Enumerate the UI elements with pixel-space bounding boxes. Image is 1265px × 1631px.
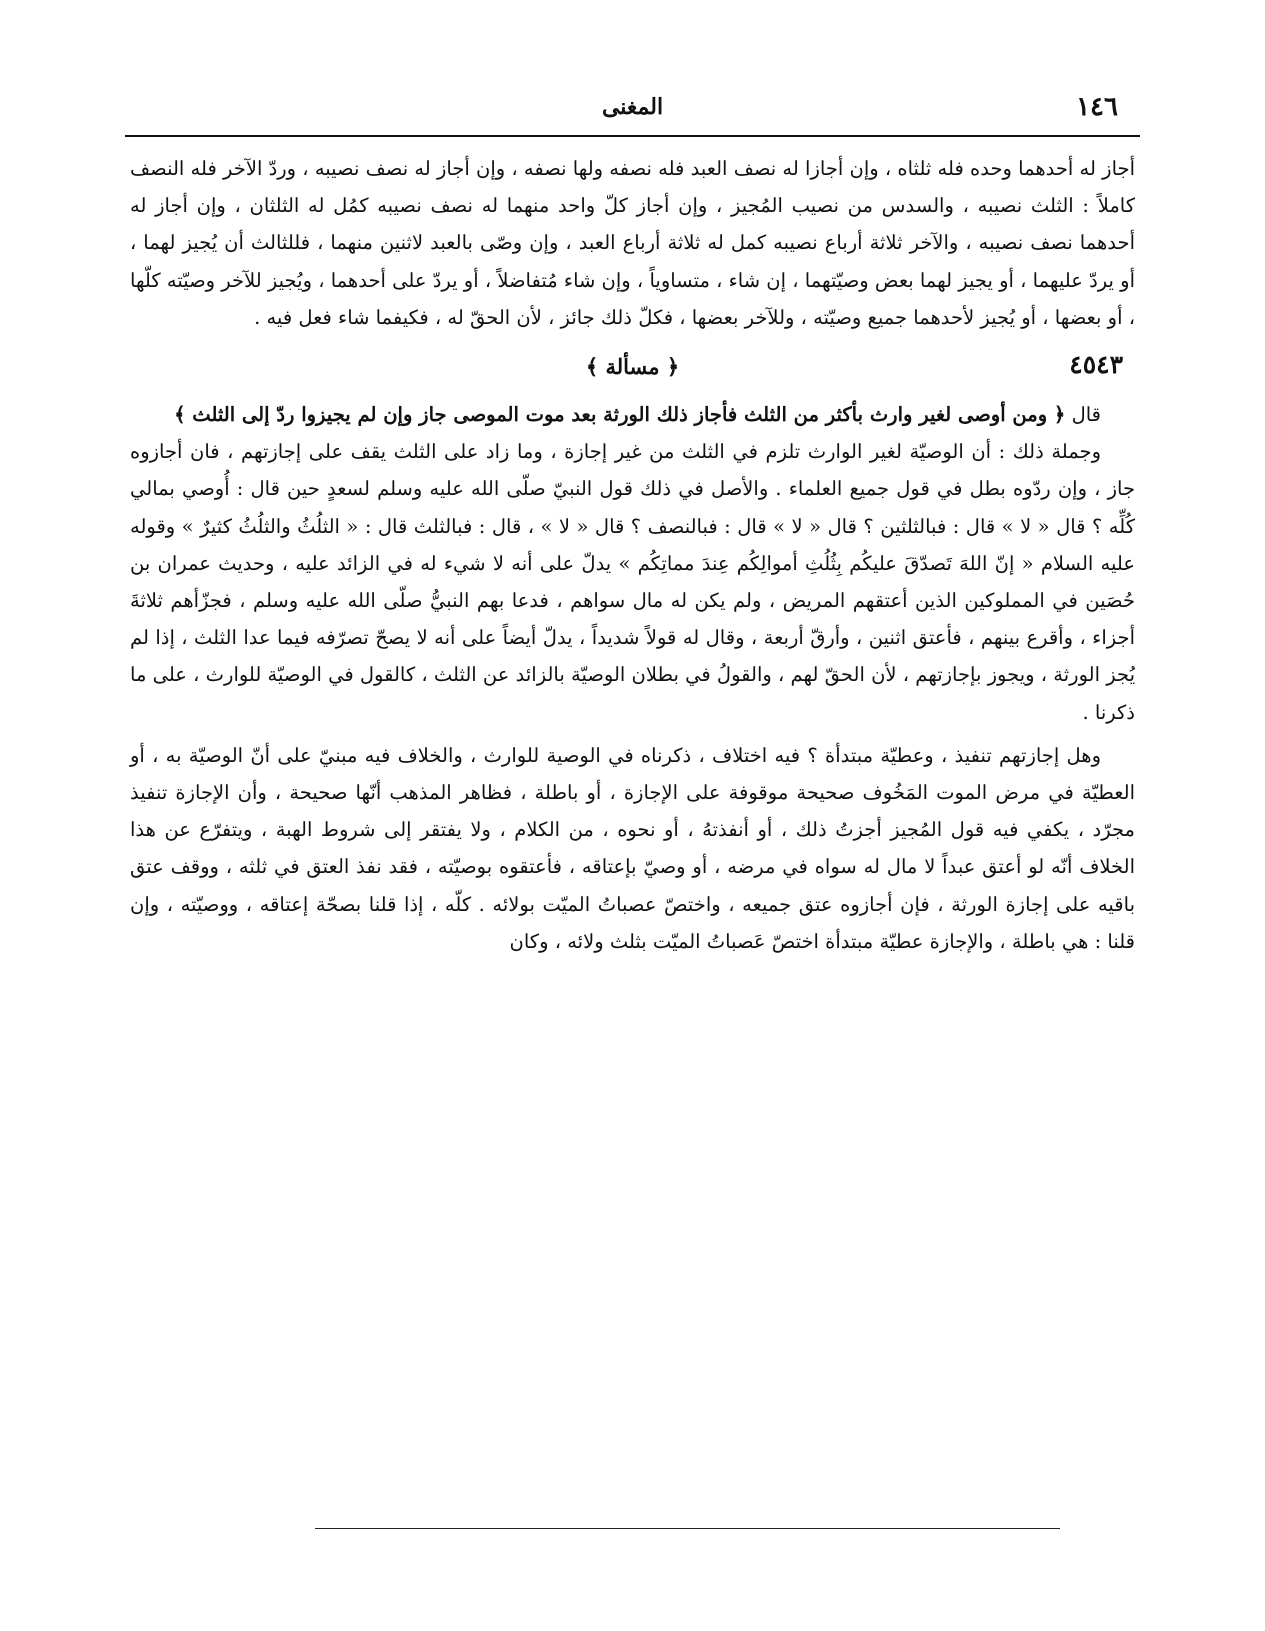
body-paragraph-continuation: أجاز له أحدهما وحده فله ثلثاه ، وإن أجازا له نصف العبد فله نصفه ولها نصفه ، وإن أجاز له نصف نصيبه ، وردّ الآخر فله النصف كاملاً : الثلث نصيبه ، والسدس من نصيب المُجيز ، وإن أجاز كلّ واحد منهما له نصف نصيبه كمُل له الثلثان ، وإن أجاز له أحدهما نصف نصيبه ، والآخر ثلاثة أرباع نصيبه كمل له ثلاثة أرباع العبد ، وإن وصّى بالعبد لاثنين منهما ، فللثالث أن يُجيز لهما ، أو يردّ عليهما ، أو يجيز لهما بعض وصيّتهما ، إن شاء ، متساوياً ، وإن شاء مُتفاضلاً ، أو يردّ على أحدهما ، ويُجيز للآخر وصيّته كلّها ، أو بعضها ، أو يُجيز لأحدهما جميع وصيّته ، وللآخر بعضها ، فكلّ ذلك جائز ، لأن الحقّ له ، فكيفما شاء فعل فيه .: [130, 157, 1135, 329]
masala-number: ٤٥٤٣: [1069, 350, 1123, 380]
quoted-statement: [130, 396, 1135, 433]
footer-rule: [315, 1528, 1060, 1529]
body-paragraph-explanation: وجملة ذلك : أن الوصيّة لغير الوارث تلزم في الثلث من غير إجازة ، وما زاد على الثلث يقف على إجازتهم ، فان أجازوه جاز ، وإن ردّوه بطل في قول جميع العلماء . والأصل في ذلك قول النبيّ صلّى الله عليه وسلم لسعدٍ حين قال : أُوصي بمالي كُلِّه ؟ قال « لا » قال : فبالثلثين ؟ قال « لا » قال : فبالنصف ؟ قال « لا » ، قال : فبالثلث قال : « الثلُثُ والثلُثُ كثيرٌ » وقوله عليه السلام « إنّ اللهَ تَصدّقَ عليكُم بِثُلُثِ أموالِكُم عِندَ مماتِكُم » يدلّ على أنه لا شيء له في الزائد عليه ، وحديث عمران بن حُصَين في المملوكين الذين أعتقهم المريض ، ولم يكن له مال سواهم ، فدعا بهم النبيُّ صلّى الله عليه وسلم ، فجزّأهم ثلاثةَ أجزاء ، وأقرع بينهم ، فأعتق اثنين ، وأرقّ أربعة ، وقال له قولاً شديداً ، يدلّ أيضاً على أنه لا يصحّ تصرّفه فيما عدا الثلث ، إذا لم يُجز الورثة ، ويجوز بإجازتهم ، لأن الحقّ لهم ، والقولُ في بطلان الوصيّة بالزائد عن الثلث ، كالقول في الوصيّة للوارث ، على ما ذكرنا .: [130, 440, 1135, 724]
body-paragraph-ijaza: وهل إجازتهم تنفيذ ، وعطيّة مبتدأة ؟ فيه اختلاف ، ذكرناه في الوصية للوارث ، والخلاف فيه مبنيّ على أنّ الوصيّة به ، أو العطيّة في مرض الموت المَخُوف صحيحة موقوفة على الإجازة ، أو باطلة ، فظاهر المذهب أنّها صحيحة ، وأن الإجازة تنفيذ مجرّد ، يكفي فيه قول المُجيز أجزتُ ذلك ، أو أنفذتهُ ، أو نحوه ، من الكلام ، ولا يفتقر إلى شروط الهبة ، ويتفرّع عن هذا الخلاف أنّه لو أعتق عبداً لا مال له سواه في مرضه ، أو وصيّ بإعتاقه ، فأعتقوه بوصيّته ، فقد نفذ العتق في ثلثه ، ووقف عتق باقيه على إجازة الورثة ، فإن أجازوه عتق جميعه ، واختصّ عصباتُ الميّت بولائه . كلّه ، إذا قلنا بصحّة إعتاقه ، ووصيّته ، وإن قلنا : هي باطلة ، والإجازة عطيّة مبتدأة اختصّ عَصباتُ الميّت بثلث ولائه ، وكان: [130, 743, 1135, 953]
header-rule: [125, 135, 1140, 137]
page-body: [130, 150, 1135, 960]
masala-heading: [130, 338, 1135, 390]
quote-lead: قال: [1071, 403, 1101, 427]
quote-text: ﴿ ومن أوصى لغير وارث بأكثر من الثلث فأجاز ذلك الورثة بعد موت الموصى جاز وإن لم يجيزوا ردّ إلى الثلث ﴾: [174, 403, 1066, 427]
page-header: [125, 88, 1140, 132]
running-title: المغنى: [601, 94, 664, 120]
masala-title: ﴿ مسألة ﴾: [585, 354, 680, 380]
page-number: ١٤٦: [1076, 92, 1118, 122]
